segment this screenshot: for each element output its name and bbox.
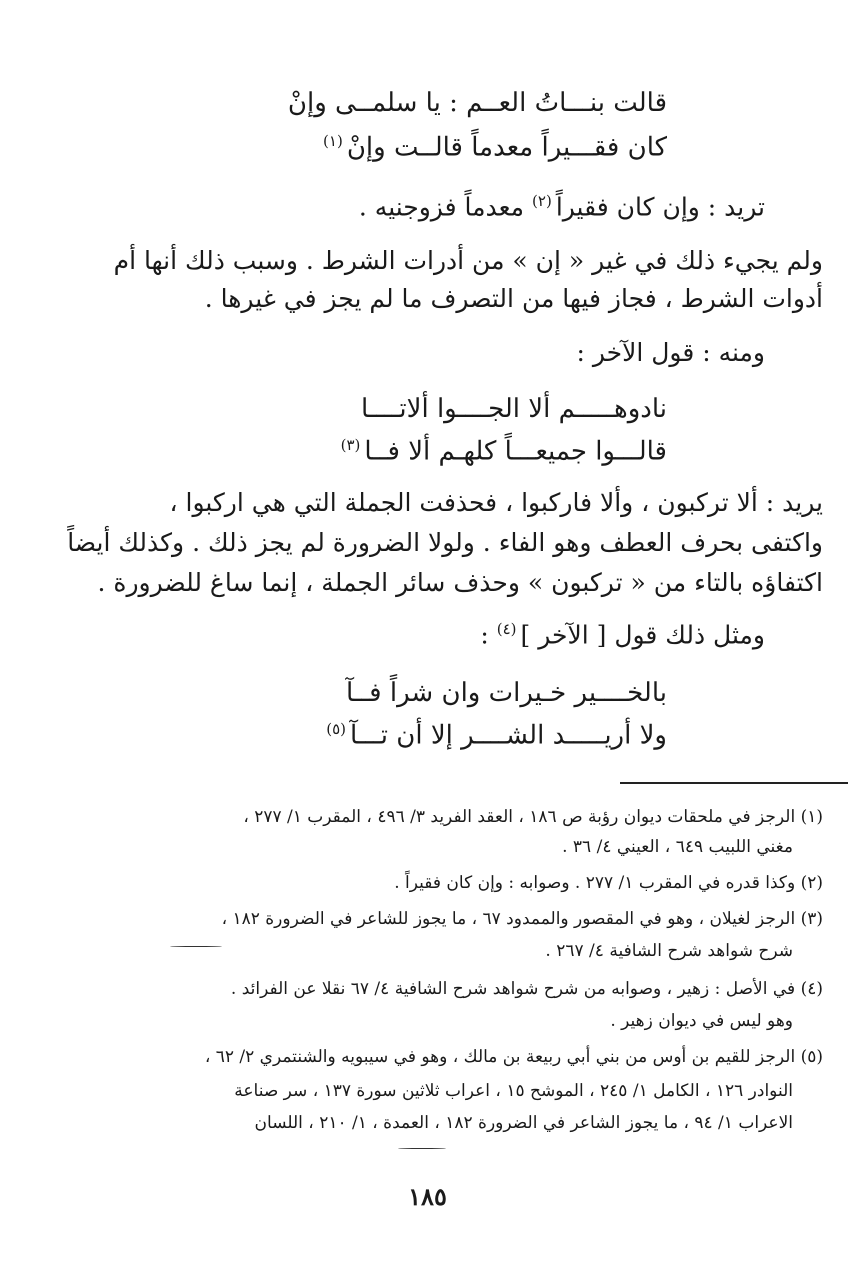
- footnote-4-line-2: وهو ليس في ديوان زهير .: [610, 1011, 793, 1031]
- footnote-1-line-1: (١) الرجز في ملحقات ديوان رؤبة ص ١٨٦ ، العقد الفريد ٣/ ٤٩٦ ، المقرب ١/ ٢٧٧ ،: [243, 807, 823, 827]
- verse-2-line-2: [341, 438, 667, 465]
- paragraph-1-text: تريد : وإن كان فقيراً: [555, 192, 765, 222]
- verse-1-line-1: قالت بنـــاتُ العــم : يا سلمــى وإنْ: [287, 88, 667, 118]
- footnote-5-line-2: النوادر ١٢٦ ، الكامل ١/ ٢٤٥ ، الموشح ١٥ ، اعراب ثلاثين سورة ١٣٧ ، سر صناعة: [234, 1081, 793, 1101]
- verse-2-line-1: نادوهـــــم ألا الجــــوا ألاتــــا: [361, 394, 667, 424]
- footnote-ref-4[interactable]: (٤): [496, 620, 517, 638]
- paragraph-5: [480, 620, 765, 650]
- paragraph-4-line-3: اكتفاؤه بالتاء من « تركبون » وحذف سائر الجملة ، إنما ساغ للضرورة .: [97, 568, 823, 597]
- handwritten-underline-1: [170, 946, 222, 947]
- verse-1-line-2: [323, 134, 667, 161]
- paragraph-3: ومنه : قول الآخر :: [576, 338, 765, 367]
- verse-3-line-2: [326, 722, 667, 749]
- paragraph-1: [359, 192, 765, 222]
- footnote-3-line-2: شرح شواهد شرح الشافية ٤/ ٢٦٧ .: [545, 941, 793, 961]
- paragraph-2-line-2: أدوات الشرط ، فجاز فيها من التصرف ما لم يجز في غيرها .: [204, 284, 823, 313]
- footnote-ref-2[interactable]: (٢): [532, 192, 552, 210]
- footnote-ref-3[interactable]: (٣): [340, 436, 361, 454]
- paragraph-4-line-2: واكتفى بحرف العطف وهو الفاء . ولولا الضرورة لم يجز ذلك . وكذلك أيضاً: [67, 528, 823, 557]
- footnote-2-line-1: (٢) وكذا قدره في المقرب ١/ ٢٧٧ . وصوابه : وإن كان فقيراً .: [394, 873, 823, 893]
- paragraph-1-tail: معدماً فزوجنيه .: [358, 192, 525, 222]
- paragraph-2-line-1: ولم يجيء ذلك في غير « إن » من أدرات الشرط . وسبب ذلك أنها أم: [113, 246, 823, 275]
- paragraph-4-line-1: يريد : ألا تركبون ، وألا فاركبوا ، فحذفت الجملة التي هي اركبوا ،: [169, 488, 823, 517]
- footnote-ref-5[interactable]: (٥): [326, 720, 346, 738]
- footnote-4-line-1: (٤) في الأصل : زهير ، وصوابه من شرح شواهد شرح الشافية ٤/ ٦٧ نقلا عن الفرائد .: [230, 979, 823, 999]
- paragraph-5-text: ومثل ذلك قول [ الآخر ]: [520, 620, 765, 650]
- verse-3-line-2-text: ولا أريـــــد الشــــر إلا أن تـــآ: [350, 720, 667, 751]
- footnote-5-line-3: الاعراب ١/ ٩٤ ، ما يجوز الشاعر في الضرورة ١٨٢ ، العمدة ، ١/ ٢١٠ ، اللسان: [254, 1113, 793, 1133]
- footnote-1-line-2: مغني اللبيب ٦٤٩ ، العيني ٤/ ٣٦ .: [562, 837, 793, 857]
- footnote-separator: [620, 782, 848, 784]
- handwritten-underline-2: [398, 1148, 446, 1149]
- paragraph-5-tail: :: [480, 620, 489, 650]
- footnote-5-line-1: (٥) الرجز للقيم بن أوس من بني أبي ربيعة بن مالك ، وهو في سيبويه والشنتمري ٢/ ٦٢ ،: [204, 1047, 823, 1067]
- verse-3-line-1: بالخــــير خـيرات وان شراً فــآ: [346, 678, 667, 708]
- verse-2-line-2-text: قالـــوا جميعـــاً كلهـم ألا فــا: [364, 436, 667, 467]
- page-number: ١٨٥: [408, 1182, 447, 1211]
- footnote-3-line-1: (٣) الرجز لغيلان ، وهو في المقصور والممدود ٦٧ ، ما يجوز للشاعر في الضرورة ١٨٢ ،: [221, 909, 823, 929]
- verse-1-line-2-text: كان فقـــيراً معدماً قالــت وإنْ: [346, 132, 667, 163]
- footnote-ref-1[interactable]: (١): [323, 132, 343, 150]
